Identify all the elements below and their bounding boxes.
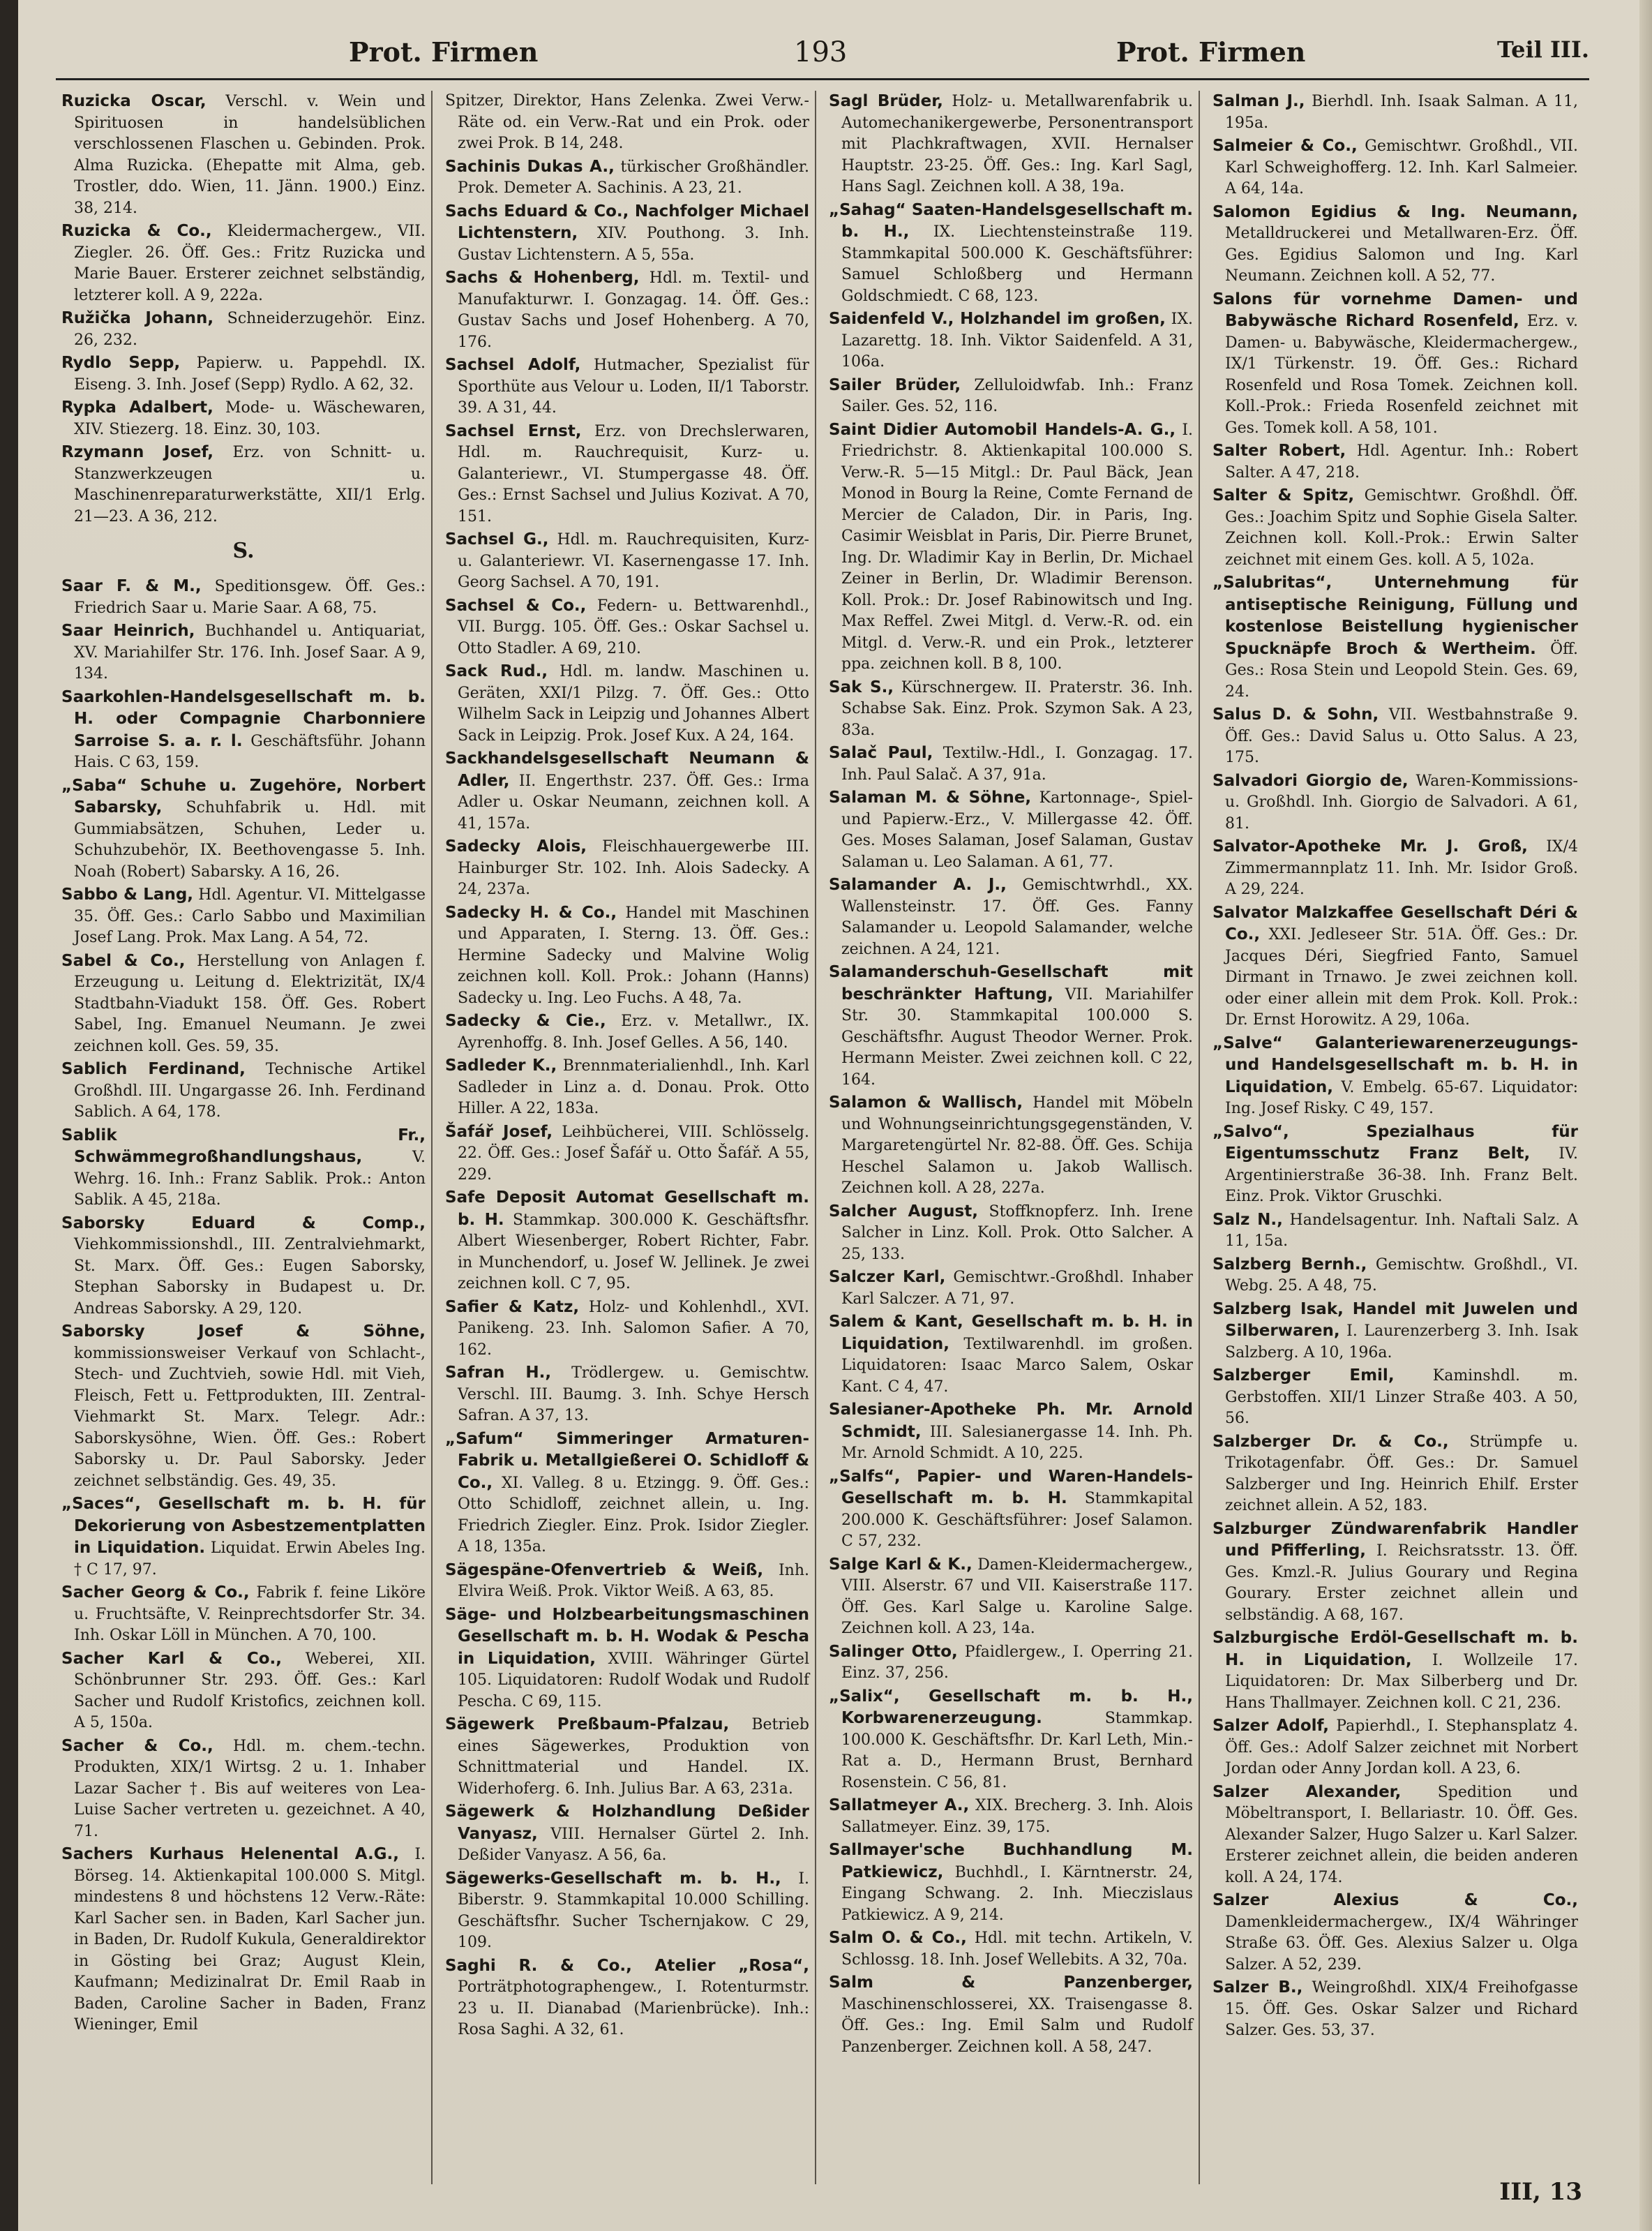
firm-name: „Salix“, Gesellschaft m. b. H., Korbwarenerzeugung. [829, 1687, 1193, 1727]
directory-entry [445, 1801, 809, 1867]
directory-entry [1212, 485, 1578, 571]
directory-entry [445, 748, 809, 835]
column-1-entries-top [61, 91, 426, 528]
directory-entry [1212, 1715, 1578, 1780]
firm-name: Saar F. & M., [61, 577, 202, 595]
directory-entry [61, 442, 426, 528]
entry-details: Hdl. m. landw. Maschinen u. Geräten, XXI/1 Pilzg. 7. Öff. Ges.: Otto Wilhelm Sack in Leipzig und Johannes Albert Sack in Leipzig. Prok. Josef Kux. A 24, 164. [458, 663, 809, 745]
entry-details: Schuhfabrik u. Hdl. mit Gummiabsätzen, Schuhen, Leder u. Schuhzubehör, IX. Beethovengasse 5. Inh. Noah (Robert) Sabarsky. A 16, 26. [74, 799, 426, 881]
page-number: 193 [794, 36, 848, 68]
entry-details: Hdl. Agentur. Inh.: Robert Salter. A 47, 218. [1225, 442, 1578, 482]
directory-entry [1212, 91, 1578, 134]
directory-entry [829, 787, 1193, 873]
firm-name: Saarkohlen-Handelsgesellschaft m. b. H. oder Compagnie Charbonniere Sarroise S. a. r. l. [61, 687, 426, 750]
entry-details: IX. Lazarettg. 18. Inh. Viktor Saidenfeld. A 31, 106a. [841, 311, 1193, 371]
firm-name: Sägespäne-Ofenvertrieb & Weiß, [445, 1560, 764, 1579]
firm-name: Salons für vornehme Damen- und Babywäsche Richard Rosenfeld, [1212, 290, 1578, 330]
directory-entry [829, 200, 1193, 308]
entry-details: Maschinenschlosserei, XX. Traisengasse 8. Öff. Ges.: Ing. Emil Salm und Rudolf Panzenberger. Zeichnen koll. A 58, 247. [841, 1995, 1193, 2056]
directory-entry [1212, 202, 1578, 288]
directory-entry [1212, 1299, 1578, 1364]
firm-name: Salaman M. & Söhne, [829, 789, 1032, 807]
entry-details: I. Börseg. 14. Aktienkapital 100.000 S. Mitgl. mindestens 8 und höchstens 12 Verw.-Räte: Karl Sacher sen. in Baden, Karl Sacher jun. in Baden, Dr. Rudolf Kukula, Generaldirektor in Gösting bei Graz; August Klein, Kaufmann; Medizinalrat Dr. Emil Raab in Baden, Caroline Sacher in Baden, Franz Wieninger, Emil [74, 1846, 426, 2034]
entry-details: Fleischhauergewerbe III. Hainburger Str. 102. Inh. Alois Sadecky. A 24, 237a. [458, 838, 810, 898]
firm-name: Sak S., [829, 678, 894, 696]
firm-name: Sagl Brüder, [829, 92, 943, 110]
firm-name: Salzer Adolf, [1212, 1717, 1329, 1735]
directory-entry [445, 156, 809, 200]
directory-entry [829, 1686, 1193, 1794]
firm-name: Ružička Johann, [61, 309, 214, 327]
directory-entry [445, 836, 809, 901]
directory-entry [829, 1311, 1193, 1398]
entry-details: Gemischtwrhdl., XX. Wallensteinstr. 17. Öff. Ges. Fanny Salamander u. Leopold Salamander, welche zeichnen. A 24, 121. [841, 876, 1193, 958]
firm-name: Salač Paul, [829, 744, 933, 762]
directory-entry [445, 595, 809, 660]
firm-name: Saidenfeld V., Holzhandel im großen, [829, 310, 1166, 328]
firm-name: Salter Robert, [1212, 442, 1346, 460]
directory-entry [61, 950, 426, 1058]
firm-name: Sachsel Adolf, [445, 356, 581, 374]
directory-entry [61, 397, 426, 440]
firm-name: Sachsel G., [445, 530, 549, 549]
firm-name: Safier & Katz, [445, 1297, 580, 1316]
firm-name: Saar Heinrich, [61, 622, 195, 640]
entry-details: Viehkommissionshdl., III. Zentralviehmarkt, St. Marx. Öff. Ges.: Eugen Saborsky, Stephan Saborsky in Budapest u. Dr. Andreas Saborsky. A 29, 120. [74, 1236, 426, 1318]
entry-details: Mode- u. Wäschewaren, XIV. Stiezerg. 18. Einz. 30, 103. [74, 399, 426, 438]
entry-details: XIX. Brecherg. 3. Inh. Alois Sallatmeyer. Einz. 39, 175. [841, 1797, 1193, 1836]
firm-name: Safe Deposit Automat Gesellschaft m. b. H. [445, 1188, 809, 1229]
directory-entry [445, 201, 809, 267]
firm-name: Salzberger Dr. & Co., [1212, 1432, 1449, 1451]
entry-details: XIV. Pouthong. 3. Inh. Gustav Lichtenstern. A 5, 55a. [458, 225, 809, 264]
directory-entry [445, 529, 809, 594]
directory-entry [61, 1736, 426, 1843]
entry-details: kommissionsweiser Verkauf von Schlacht-, Stech- und Zuchtvieh, sowie Hdl. mit Vieh, Fleisch, Fett u. Fettprodukten, III. Zentral-Viehmarkt St. Marx. Telegr. Adr.: Saborskysöhne, Wien. Öff. Ges.: Robert Saborsky u. Dr. Paul Saborsky. Jeder zeichnet selbständig. Ges. 49, 35. [74, 1344, 426, 1490]
column-1-entries-bottom [61, 576, 426, 2036]
firm-name: „Salubritas“, Unternehmung für antiseptische Reinigung, Füllung und kostenlose Beistellung hygienischer Spucknäpfe Broch & Wertheim. [1212, 574, 1578, 658]
columns [56, 91, 1584, 2184]
firm-name: Salamanderschuh-Gesellschaft mit beschränkter Haftung, [829, 963, 1193, 1003]
directory-entry [1212, 902, 1578, 1031]
directory-entry [1212, 1890, 1578, 1976]
firm-name: Salus D. & Sohn, [1212, 706, 1379, 724]
directory-entry [445, 1714, 809, 1800]
firm-name: „Saces“, Gesellschaft m. b. H. für Dekorierung von Asbestzementplatten in Liquidation. [61, 1495, 426, 1557]
entry-details: Öff. Ges.: Rosa Stein und Leopold Stein. Ges. 69, 24. [1225, 640, 1578, 701]
entry-details: Schneiderzugehör. Einz. 26, 232. [74, 310, 426, 349]
entry-details: V. Wehrg. 16. Inh.: Franz Sablik. Prok.: Anton Sablik. A 45, 218a. [74, 1149, 426, 1209]
directory-entry [1212, 1519, 1578, 1627]
entry-details: Verschl. v. Wein und Spirituosen in handelsüblichen verschlossenen Flaschen u. Gebinden. Prok. Alma Ruzicka. (Ehepatte mit Alma, geb. Trostler, ddo. Wien, 11. Jänn. 1900.) Einz. 38, 214. [74, 93, 426, 217]
header-left-title: Prot. Firmen [349, 36, 539, 68]
entry-details: Speditionsgew. Öff. Ges.: Friedrich Saar u. Marie Saar. A 68, 75. [74, 578, 426, 617]
directory-entry [445, 355, 809, 419]
entry-details: Leihbücherei, VIII. Schlösselg. 22. Öff. Ges.: Josef Šafář u. Otto Šafář. A 55, 229. [458, 1123, 809, 1184]
entry-details: IX/4 Zimmermannplatz 11. Inh. Mr. Isidor Groß. A 29, 224. [1225, 838, 1578, 898]
firm-name: Sadecky H. & Co., [445, 903, 617, 922]
directory-entry [445, 1955, 809, 2041]
directory-entry [1212, 1254, 1578, 1297]
firm-name: Safran H., [445, 1364, 552, 1382]
firm-name: Säge- und Holzbearbeitungsmaschinen Gesellschaft m. b. H. Wodak & Pescha in Liquidation, [445, 1605, 809, 1668]
entry-details: Hutmacher, Spezialist für Sporthüte aus Velour u. Loden, II/1 Taborstr. 39. A 31, 44. [458, 357, 809, 417]
entry-details: Betrieb eines Sägewerkes, Produktion von Schnittmaterial und Handel. IX. Widerhoferg. 6. Inh. Julius Bar. A 63, 231a. [458, 1716, 810, 1798]
firm-name: Sachs Eduard & Co., Nachfolger Michael Lichtenstern, [445, 202, 809, 242]
firm-name: Salamander A. J., [829, 876, 1007, 894]
directory-entry [829, 1399, 1193, 1465]
entry-details: Stoffknopferz. Inh. Irene Salcher in Linz. Koll. Prok. Otto Salcher. A 25, 133. [841, 1202, 1193, 1263]
directory-entry [829, 743, 1193, 786]
entry-details: Metalldruckerei und Metallwaren-Erz. Öff. Ges. Egidius Salomon und Ing. Karl Neumann. Zeichnen koll. A 52, 77. [1225, 225, 1578, 285]
firm-name: Rypka Adalbert, [61, 398, 213, 417]
firm-name: Saborsky Josef & Söhne, [61, 1322, 426, 1341]
entry-details: Zelluloidwfab. Inh.: Franz Sailer. Ges. 52, 116. [841, 376, 1193, 415]
directory-entry [445, 1297, 809, 1361]
directory-entry [829, 1840, 1193, 1926]
firm-name: Saghi R. & Co., Atelier „Rosa“, [445, 1956, 809, 1975]
directory-entry [829, 375, 1193, 418]
signature-mark: III, 13 [1499, 2178, 1582, 2206]
entry-details: Erz. v. Metallwr., IX. Ayrenhoffg. 8. Inh. Josef Gelles. A 56, 140. [458, 1013, 810, 1052]
page-edge [1639, 0, 1652, 2231]
directory-entry [61, 1321, 426, 1492]
page-header [56, 36, 1589, 78]
entry-details: VII. Mariahilfer Str. 30. Stammkapital 100.000 S. Geschäftsfhr. August Theodor Werner. Prok. Hermann Meister. Zwei zeichnen koll. C 22, 164. [841, 985, 1193, 1089]
firm-name: Sallatmeyer A., [829, 1796, 970, 1814]
entry-details: Fabrik f. feine Liköre u. Fruchtsäfte, V. Reinprechtsdorfer Str. 34. Inh. Oskar Löll in München. A 70, 100. [74, 1584, 426, 1644]
directory-entry [445, 1362, 809, 1427]
column-1 [56, 91, 433, 2184]
entry-details: Weingroßhdl. XIX/4 Freihofgasse 15. Öff. Ges. Oskar Salzer und Richard Salzer. Ges. 53, 37. [1225, 1979, 1579, 2039]
directory-entry [61, 1648, 426, 1734]
entry-details: Handelsagentur. Inh. Naftali Salz. A 11, 15a. [1225, 1211, 1579, 1250]
entry-details: III. Salesianergasse 14. Inh. Ph. Mr. Arnold Schmidt. A 10, 225. [841, 1423, 1193, 1462]
entry-details: Hdl. Agentur. VI. Mittelgasse 35. Öff. Ges.: Carlo Sabbo und Maximilian Josef Lang. Prok. Max Lang. A 54, 72. [74, 886, 426, 946]
entry-details: Stammkap. 300.000 K. Geschäftsfhr. Albert Wiesenberger, Robert Richter, Fabr. in Munchendorf, u. Josef W. Jellinek. Je zwei zeichnen koll. C 7, 95. [458, 1211, 809, 1292]
directory-entry [829, 1201, 1193, 1266]
entry-details: XI. Valleg. 8 u. Etzingg. 9. Öff. Ges.: Otto Schidloff, zeichnet allein, u. Ing. Friedrich Ziegler. Einz. Prok. Isidor Ziegler. A 18, 135a. [458, 1474, 809, 1555]
directory-entry [829, 91, 1193, 198]
firm-name: Sacher & Co., [61, 1736, 213, 1755]
directory-entry [61, 352, 426, 396]
firm-name: Sablik Fr., Schwämmegroßhandlungshaus, [61, 1126, 426, 1166]
firm-name: „Salvo“, Spezialhaus für Eigentumsschutz Franz Belt, [1212, 1122, 1578, 1163]
directory-entry [1212, 1977, 1578, 2042]
firm-name: Salzburger Zündwarenfabrik Handler und Pfifferling, [1212, 1519, 1578, 1560]
entry-details: Hdl. mit techn. Artikeln, V. Schlossg. 18. Inh. Josef Wellebits. A 32, 70a. [841, 1930, 1193, 1969]
firm-name: Salzer Alexander, [1212, 1782, 1402, 1801]
directory-entry [829, 1972, 1193, 2058]
firm-name: Sachinis Dukas A., [445, 157, 615, 176]
entry-details: Handel mit Maschinen und Apparaten, I. Sterng. 13. Öff. Ges.: Hermine Sadecky und Malvine Wolig zeichnen koll. Koll. Prok.: Johann (Hanns) Sadecky u. Ing. Leo Fuchs. A 48, 7a. [458, 904, 810, 1007]
firm-name: „Sahag“ Saaten-Handelsgesellschaft m. b. H., [829, 200, 1193, 241]
directory-entry [445, 91, 809, 155]
directory-entry [445, 1121, 809, 1186]
directory-entry [61, 620, 426, 685]
entry-details: Textilw.-Hdl., I. Gonzagag. 17. Inh. Paul Salač. A 37, 91a. [841, 745, 1194, 784]
directory-entry [445, 1560, 809, 1603]
firm-name: Salesianer-Apotheke Ph. Mr. Arnold Schmidt, [829, 1401, 1193, 1441]
entry-details: Weberei, XII. Schönbrunner Str. 293. Öff. Ges.: Karl Sacher und Rudolf Kristofics, zeichnen koll. A 5, 150a. [74, 1650, 426, 1731]
entry-details: Kaminshdl. m. Gerbstoffen. XII/1 Linzer Straße 403. A 50, 56. [1225, 1367, 1579, 1427]
directory-entry [445, 1187, 809, 1295]
entry-details: XXI. Jedleseer Str. 51A. Öff. Ges.: Dr. Jacques Déri, Siegfried Fanto, Samuel Dirmant in Trnawo. Je zwei zeichnen koll. oder einer allein mit dem Prok. Koll. Prok.: Dr. Ernst Horowitz. A 29, 106a. [1225, 926, 1578, 1029]
directory-entry [61, 1213, 426, 1320]
firm-name: Ruzicka Oscar, [61, 92, 206, 110]
directory-entry [1212, 572, 1578, 703]
entry-details: II. Engerthstr. 237. Öff. Ges.: Irma Adler u. Oskar Neumann, zeichnen koll. A 41, 157a. [458, 772, 809, 833]
directory-entry [829, 1795, 1193, 1838]
entry-details: Holz- und Kohlenhdl., XVI. Panikeng. 23. Inh. Salomon Safier. A 70, 162. [458, 1298, 809, 1359]
directory-entry [1212, 1209, 1578, 1253]
firm-name: Ruzicka & Co., [61, 222, 212, 240]
directory-entry [829, 1267, 1193, 1310]
entry-details: Gemischtwr.-Großhdl. Inhaber Karl Salczer. A 71, 97. [841, 1269, 1193, 1308]
firm-name: Sackhandelsgesellschaft Neumann & Adler, [445, 749, 809, 790]
directory-entry [829, 308, 1193, 373]
directory-entry [61, 308, 426, 351]
directory-entry [61, 884, 426, 949]
directory-entry [445, 267, 809, 353]
entry-details: Textilwarenhdl. im großen. Liquidatoren: Isaac Marco Salem, Oskar Kant. C 4, 47. [841, 1335, 1193, 1396]
column-2 [440, 91, 816, 2184]
directory-entry [1212, 1782, 1578, 1889]
entry-details: Geschäftsführ. Johann Hais. C 63, 159. [74, 732, 426, 771]
entry-details: Papierhdl., I. Stephansplatz 4. Öff. Ges.: Adolf Salzer zeichnet mit Norbert Jordan oder Anny Jordan koll. A 23, 6. [1225, 1717, 1578, 1777]
firm-name: Salvadori Giorgio de, [1212, 771, 1409, 790]
firm-name: Salinger Otto, [829, 1642, 958, 1661]
directory-entry [61, 687, 426, 774]
directory-entry [829, 1927, 1193, 1971]
directory-entry [1212, 1627, 1578, 1714]
entry-details: Pfaidlergew., I. Operring 21. Einz. 37, 256. [841, 1643, 1193, 1682]
directory-entry [829, 1554, 1193, 1640]
firm-name: Sadecky Alois, [445, 837, 587, 856]
firm-name: Salman J., [1212, 92, 1305, 110]
firm-name: Sachsel & Co., [445, 596, 587, 615]
firm-name: Salge Karl & K., [829, 1555, 973, 1574]
entry-details: Hdl. m. Rauchrequisiten, Kurz- u. Galanteriewr. VI. Kasernengasse 17. Inh. Georg Sachsel. A 70, 191. [458, 531, 809, 591]
entry-details: Stammkapital 200.000 K. Geschäftsführer: Josef Salamon. C 57, 232. [841, 1490, 1193, 1550]
entry-details: Trödlergew. u. Gemischtw. Verschl. III. Baumg. 3. Inh. Schye Hersch Safran. A 37, 13. [458, 1364, 809, 1424]
entry-details: Technische Artikel Großhdl. III. Ungargasse 26. Inh. Ferdinand Sablich. A 64, 178. [74, 1061, 426, 1121]
entry-details: Gemischtwr. Großhdl. Öff. Ges.: Joachim Spitz und Sophie Gisela Salter. Zeichnen koll. Koll.-Prok.: Erwin Salter zeichnet mit einem Ges. koll. A 5, 102a. [1225, 487, 1578, 569]
entry-details: IX. Liechtensteinstraße 119. Stammkapital 500.000 K. Geschäftsführer: Samuel Schloßberg und Hermann Goldschmiedt. C 68, 123. [841, 223, 1194, 305]
firm-name: Salz N., [1212, 1210, 1283, 1229]
directory-entry [1212, 135, 1578, 200]
entry-details: Strümpfe u. Trikotagenfabr. Öff. Ges.: Dr. Samuel Salzberger und Ing. Heinrich Ehilf. Erster zeichnet allein. A 52, 183. [1225, 1433, 1579, 1514]
header-rule [56, 78, 1589, 80]
entry-details: I. Wollzeile 17. Liquidatoren: Dr. Max Silberberg und Dr. Hans Thallmayer. Zeichnen koll. C 21, 236. [1225, 1651, 1579, 1712]
firm-name: Sadleder K., [445, 1057, 557, 1075]
header-right-title: Prot. Firmen [1116, 36, 1306, 68]
firm-name: Salzer Alexius & Co., [1212, 1891, 1578, 1909]
firm-name: Sägewerk & Holzhandlung Deßider Vanyasz, [445, 1803, 809, 1843]
entry-details: Papierw. u. Pappehdl. IX. Eiseng. 3. Inh. Josef (Sepp) Rydlo. A 62, 32. [74, 355, 426, 394]
firm-name: „Saba“ Schuhe u. Zugehöre, Norbert Sabarsky, [61, 776, 426, 816]
directory-entry [61, 775, 426, 883]
entry-details: Damen-Kleidermachergew., VIII. Alserstr. 67 und VII. Kaiserstraße 117. Öff. Ges. Karl Salge u. Karoline Salge. Zeichnen koll. A 23, 14a. [841, 1555, 1193, 1637]
entry-details: Erz. von Drechslerwaren, Hdl. m. Rauchrequisit, Kurz- u. Galanteriewr., VI. Stumpergasse 48. Öff. Ges.: Ernst Sachsel und Julius Kozivat. A 70, 151. [458, 422, 809, 525]
entry-details: türkischer Großhändler. Prok. Demeter A. Sachinis. A 23, 21. [458, 158, 809, 197]
entry-details: Inh. Elvira Weiß. Prok. Viktor Weiß. A 63, 85. [458, 1561, 809, 1600]
directory-entry [829, 1466, 1193, 1553]
entry-details: Spitzer, Direktor, Hans Zelenka. Zwei Verw.-Räte od. ein Verw.-Rat und ein Prok. oder zwei Prok. B 14, 248. [445, 92, 809, 152]
directory-entry [829, 1641, 1193, 1685]
firm-name: Salzburgische Erdöl-Gesellschaft m. b. H. in Liquidation, [1212, 1629, 1578, 1669]
firm-name: Sablich Ferdinand, [61, 1060, 246, 1078]
firm-name: „Safum“ Simmeringer Armaturen-Fabrik u. Metallgießerei O. Schidloff & Co., [445, 1429, 809, 1492]
firm-name: Salem & Kant, Gesellschaft m. b. H. in Liquidation, [829, 1313, 1193, 1353]
directory-entry [61, 576, 426, 619]
entry-details: Herstellung von Anlagen f. Erzeugung u. Leitung d. Elektrizität, IX/4 Stadtbahn-Viadukt 158. Öff. Ges. Robert Sabel, Ing. Emanuel Neumann. Je zwei zeichnen koll. Ges. 59, 35. [74, 952, 426, 1055]
firm-name: Salvator-Apotheke Mr. J. Groß, [1212, 837, 1528, 856]
directory-entry [1212, 289, 1578, 440]
entry-details: Kürschnergew. II. Praterstr. 36. Inh. Schabse Sak. Einz. Prok. Szymon Sak. A 23, 83a. [841, 678, 1193, 739]
firm-name: Sägewerks-Gesellschaft m. b. H., [445, 1869, 781, 1888]
directory-entry [61, 221, 426, 306]
firm-name: Salomon Egidius & Ing. Neumann, [1212, 202, 1578, 221]
book-spine-shadow [0, 0, 18, 2231]
section-letter: S. [232, 539, 255, 563]
entry-details: Handel mit Möbeln und Wohnungseinrichtungsgegenständen, V. Margaretengürtel Nr. 82-88. Öff. Ges. Schija Heschel Salamon u. Jakob Wallisch. Zeichnen koll. A 28, 227a. [841, 1094, 1193, 1197]
firm-name: Salzberg Bernh., [1212, 1255, 1367, 1274]
directory-entry [1212, 440, 1578, 484]
entry-details: Buchhandel u. Antiquariat, XV. Mariahilfer Str. 176. Inh. Josef Saar. A 9, 134. [74, 622, 426, 682]
firm-name: Sadecky & Cie., [445, 1012, 606, 1030]
firm-name: Salamon & Wallisch, [829, 1094, 1023, 1112]
header-part: Teil III. [1497, 36, 1589, 63]
firm-name: Sack Rud., [445, 662, 548, 680]
firm-name: Salm O. & Co., [829, 1929, 967, 1947]
entry-details: Kartonnage-, Spiel- und Papierw.-Erz., V. Millergasse 42. Öff. Ges. Moses Salaman, Josef Salaman, Gustav Salaman u. Leo Salaman. A 61, 77. [841, 789, 1193, 871]
directory-entry [1212, 1431, 1578, 1517]
firm-name: Rzymann Josef, [61, 443, 213, 461]
entry-details: Liquidat. Erwin Abeles Ing. † C 17, 97. [74, 1539, 426, 1579]
firm-name: Sachsel Ernst, [445, 421, 582, 440]
directory-entry [1212, 770, 1578, 835]
firm-name: Sachers Kurhaus Helenental A.G., [61, 1845, 400, 1863]
directory-entry [1212, 1365, 1578, 1430]
entry-details: VIII. Hernalser Gürtel 2. Inh. Deßider Vanyasz. A 56, 6a. [458, 1825, 809, 1864]
directory-entry [1212, 1121, 1578, 1208]
firm-name: Salter & Spitz, [1212, 486, 1355, 505]
directory-entry [445, 421, 809, 528]
entry-details: VII. Westbahnstraße 9. Öff. Ges.: David Salus u. Otto Salus. A 23, 175. [1225, 706, 1578, 766]
directory-entry [61, 91, 426, 219]
directory-entry [1212, 836, 1578, 901]
firm-name: Salcher August, [829, 1202, 978, 1221]
entry-details: I. Friedrichstr. 8. Aktienkapital 100.000 S. Verw.-R. 5—15 Mitgl.: Dr. Paul Bäck, Jean Monod in Bourg la Reine, Comte Fernand de Mercier de Caladon, Dir. in Paris, Ing. Casimir Weisblat in Paris, Dir. Pierre Brunet, Ing. Dr. Wladimir Kay in Berlin, Dr. Michael Zeiner in Berlin, Dr. Wladimir Berenson. Koll. Prok.: Dr. Josef Rabinowitsch und Ing. Max Reffel. Zwei Mitgl. d. Verw.-R. od. ein Mitgl. d. Verw.-R. und ein Prok., letzterer ppa. zeichnen koll. B 8, 100. [841, 421, 1194, 673]
firm-name: Saint Didier Automobil Handels-A. G., [829, 420, 1176, 439]
entry-details: Holz- u. Metallwarenfabrik u. Automechanikergewerbe, Personentransport mit Plachkraftwagen, XVII. Hernalser Hauptstr. 23-25. Öff. Ges.: Ing. Karl Sagl, Hans Sagl. Zeichnen koll. A 38, 19a. [841, 93, 1194, 195]
directory-entry [1212, 704, 1578, 769]
directory-entry [445, 1604, 809, 1713]
entry-details: Waren-Kommissions- u. Großhdl. Inh. Giorgio de Salvadori. A 61, 81. [1225, 772, 1578, 833]
firm-name: Rydlo Sepp, [61, 354, 181, 372]
firm-name: „Salfs“, Papier- und Waren-Handels-Gesellschaft m. b. H. [829, 1467, 1193, 1507]
firm-name: Salzberg Isak, Handel mit Juwelen und Silberwaren, [1212, 1299, 1578, 1340]
column-4 [1207, 91, 1584, 2184]
firm-name: Sallmayer'sche Buchhandlung M. Patkiewicz, [829, 1841, 1193, 1881]
entry-details: Bierhdl. Inh. Isaak Salman. A 11, 195a. [1225, 93, 1579, 132]
entry-details: Erz. v. Damen- u. Babywäsche, Kleidermachergew., IX/1 Türkenstr. 19. Öff. Ges.: Richard Rosenfeld und Rosa Tomek. Zeichnen koll. Koll.-Prok.: Frieda Rosenfeld zeichnet mit Ges. Tomek koll. A 58, 101. [1225, 313, 1578, 437]
directory-entry [829, 874, 1193, 960]
entry-details: Brennmaterialienhdl., Inh. Karl Sadleder in Linz a. d. Donau. Prok. Otto Hiller. A 22, 183a. [458, 1057, 809, 1117]
directory-entry [61, 1493, 426, 1581]
firm-name: Salm & Panzenberger, [829, 1973, 1193, 1992]
firm-name: Šafář Josef, [445, 1122, 553, 1141]
entry-details: IV. Argentinierstraße 36-38. Inh. Franz Belt. Einz. Prok. Viktor Gruschki. [1225, 1145, 1578, 1205]
entry-details: Damenkleidermachergew., IX/4 Währinger Straße 63. Öff. Ges. Alexius Salzer u. Olga Salzer. A 52, 239. [1225, 1913, 1578, 1973]
firm-name: Salmeier & Co., [1212, 137, 1358, 155]
firm-name: „Salve“ Galanteriewarenerzeugungs- und Handelsgesellschaft m. b. H. in Liquidation, [1212, 1034, 1578, 1096]
directory-entry [445, 1055, 809, 1120]
firm-name: Sägewerk Preßbaum-Pfalzau, [445, 1715, 730, 1733]
directory-entry [61, 1844, 426, 2036]
entry-details: Hdl. m. Textil- und Manufakturwr. I. Gonzagag. 14. Öff. Ges.: Gustav Sachs und Josef Hohenberg. A 70, 176. [458, 269, 810, 351]
entry-details: Federn- u. Bettwarenhdl., VII. Burgg. 105. Öff. Ges.: Oskar Sachsel u. Otto Stadler. A 69, 210. [458, 597, 810, 657]
entry-details: I. Reichsratsstr. 13. Öff. Ges. Kmzl.-R. Julius Gourary und Regina Gourary. Erster zeichnet allein und selbständig. A 68, 167. [1225, 1542, 1578, 1624]
entry-details: V. Embelg. 65-67. Liquidator: Ing. Josef Risky. C 49, 157. [1225, 1078, 1578, 1117]
directory-entry [829, 962, 1193, 1091]
firm-name: Salzberger Emil, [1212, 1366, 1395, 1385]
firm-name: Salczer Karl, [829, 1268, 946, 1286]
directory-entry [445, 661, 809, 747]
entry-details: I. Laurenzerberg 3. Inh. Isak Salzberg. A 10, 196a. [1225, 1322, 1578, 1361]
entry-details: XVIII. Währinger Gürtel 105. Liquidatoren: Rudolf Wodak und Rudolf Pescha. C 69, 115. [458, 1650, 809, 1710]
entry-details: I. Biberstr. 9. Stammkapital 10.000 Schilling. Geschäftsfhr. Sucher Tschernjakow. C 29, 109. [458, 1870, 809, 1951]
directory-entry [829, 1092, 1193, 1200]
directory-entry [1212, 1033, 1578, 1120]
firm-name: Salzer B., [1212, 1978, 1303, 1997]
entry-details: Spedition und Möbeltransport, I. Bellariastr. 10. Öff. Ges. Alexander Salzer, Hugo Salzer u. Karl Salzer. Ersterer zeichnet allein, die beiden anderen koll. A 24, 174. [1225, 1783, 1578, 1886]
directory-entry [829, 419, 1193, 676]
directory-entry [61, 1059, 426, 1124]
column-3 [823, 91, 1200, 2184]
entry-details: Buchhdl., I. Kärntnerstr. 24, Eingang Schwang. 2. Inh. Mieczislaus Patkiewicz. A 9, 214. [841, 1863, 1193, 1924]
firm-name: Sacher Georg & Co., [61, 1583, 250, 1602]
firm-name: Sabel & Co., [61, 951, 186, 970]
entry-details: Hdl. m. chem.-techn. Produkten, XIX/1 Wirtsg. 2 u. 1. Inhaber Lazar Sacher †. Bis auf weiteres von Lea-Luise Sacher vertreten u. gezeichnet. A 40, 71. [74, 1737, 426, 1840]
directory-entry [445, 902, 809, 1010]
directory-entry [61, 1125, 426, 1211]
entry-details: Stammkap. 100.000 K. Geschäftsfhr. Dr. Karl Leth, Min.-Rat a. D., Hermann Brust, Bernhard Rosenstein. C 56, 81. [841, 1710, 1193, 1791]
firm-name: Sabbo & Lang, [61, 886, 194, 904]
directory-entry [445, 1010, 809, 1054]
firm-name: Sacher Karl & Co., [61, 1649, 283, 1668]
directory-entry [61, 1582, 426, 1647]
firm-name: Sachs & Hohenberg, [445, 269, 640, 287]
firm-name: Sailer Brüder, [829, 375, 961, 394]
firm-name: Saborsky Eduard & Comp., [61, 1214, 426, 1232]
entry-details: Porträtphotographengew., I. Rotenturmstr. 23 u. II. Dianabad (Marienbrücke). Inh.: Rosa Saghi. A 32, 61. [458, 1978, 809, 2038]
directory-entry [445, 1868, 809, 1954]
directory-entry [445, 1428, 809, 1558]
directory-entry [829, 677, 1193, 742]
entry-details: Erz. von Schnitt- u. Stanzwerkzeugen u. Maschinenreparaturwerkstätte, XII/1 Erlg. 21—23. A 36, 212. [74, 444, 426, 525]
entry-details: Gemischtwr. Großhdl., VII. Karl Schweighofferg. 12. Inh. Karl Salmeier. A 64, 14a. [1225, 137, 1578, 197]
entry-details: Kleidermachergew., VII. Ziegler. 26. Öff. Ges.: Fritz Ruzicka und Marie Bauer. Ersterer zeichnet selbständig, letzterer koll. A 9, 222a. [74, 223, 426, 304]
entry-details: Gemischtw. Großhdl., VI. Webg. 25. A 48, 75. [1225, 1255, 1578, 1294]
firm-name: Salvator Malzkaffee Gesellschaft Déri & Co., [1212, 903, 1578, 943]
